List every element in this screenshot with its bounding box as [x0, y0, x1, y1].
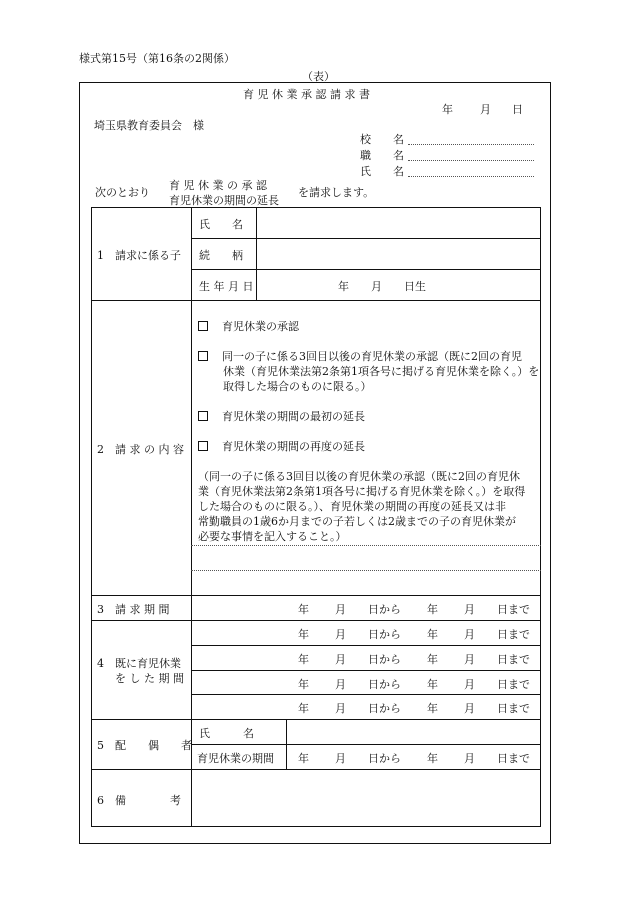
period-text: 月 [464, 628, 475, 641]
instruction-note: 常勤職員の1歳6か月までの子若しくは2歳までの子の育児休業が [198, 515, 516, 528]
period-text: 日まで [497, 702, 530, 715]
period-text: 日から [368, 678, 401, 691]
section-divider [91, 769, 541, 770]
period-row[interactable] [298, 676, 530, 692]
section-divider [91, 595, 541, 596]
spouse-name-label: 氏 名 [199, 727, 254, 740]
request-option-extension: 育児休業の期間の延長 [169, 194, 279, 207]
option-approval-text: 育児休業の承認 [222, 320, 299, 333]
period-text: 日まで [497, 752, 530, 765]
section6-label: 6 備 考 [97, 794, 181, 807]
period-text: 月 [335, 702, 346, 715]
period-text: 日から [368, 628, 401, 641]
row-divider [191, 269, 541, 270]
position-label: 職 名 [360, 149, 404, 162]
option-third-approval[interactable] [198, 348, 522, 364]
period-text: 年 [298, 678, 309, 691]
position-field[interactable] [408, 160, 534, 161]
option-first-extension-text: 育児休業の期間の最初の延長 [222, 410, 365, 423]
child-relation-label: 続 柄 [199, 249, 243, 262]
child-birth-value: 年 月 日生 [338, 280, 426, 293]
period-text: 年 [298, 653, 309, 666]
period-text: 日まで [497, 603, 530, 616]
period-text: 年 [427, 702, 438, 715]
section2-label: 2 請 求 の 内 容 [97, 443, 184, 456]
section4-label: 4 既に育児休業 [97, 657, 181, 670]
period-text: 年 [427, 628, 438, 641]
period-text: 年 [298, 702, 309, 715]
period-text: 年 [427, 653, 438, 666]
option-third-approval-text: 休業（育児休業法第2条第1項各号に掲げる育児休業を除く。）を [223, 365, 540, 378]
addressee: 埼玉県教育委員会 様 [94, 119, 204, 132]
option-third-approval-text: 同一の子に係る3回目以後の育児休業の承認（既に2回の育児 [222, 350, 522, 363]
section-divider [91, 719, 541, 720]
section-divider [91, 620, 541, 621]
checkbox[interactable] [198, 411, 208, 421]
row-divider [191, 744, 541, 745]
reason-line-2[interactable] [191, 570, 541, 571]
instruction-note: （同一の子に係る3回目以後の育児休業の承認（既に2回の育児休 [198, 470, 520, 483]
school-name-label: 校 名 [360, 133, 404, 146]
option-first-extension[interactable] [198, 408, 365, 424]
row-divider [191, 694, 541, 695]
period-text: 年 [427, 678, 438, 691]
period-text: 日から [368, 702, 401, 715]
row-divider [191, 670, 541, 671]
period-text: 年 [427, 752, 438, 765]
section3-label: 3 請 求 期 間 [97, 603, 170, 616]
section1-label: 1 請求に係る子 [97, 249, 181, 262]
request-option-approval: 育 児 休 業 の 承 認 [169, 179, 267, 192]
period-text: 年 [298, 628, 309, 641]
period-row[interactable] [298, 750, 530, 766]
period-row[interactable] [298, 700, 530, 716]
period-text: 月 [335, 603, 346, 616]
period-text: 年 [427, 603, 438, 616]
period-text: 月 [335, 628, 346, 641]
period-text: 月 [335, 678, 346, 691]
section5-label: 5 配 偶 者 [97, 739, 192, 752]
period-text: 日まで [497, 678, 530, 691]
instruction-note: した場合のものに限る。）、育児休業の期間の再度の延長又は非 [198, 500, 506, 513]
date-year: 年 [442, 103, 453, 116]
applicant-name-field[interactable] [408, 176, 534, 177]
period-text: 日から [368, 752, 401, 765]
request-prefix: 次のとおり [95, 186, 150, 199]
option-third-approval-text: 取得した場合のものに限る。） [223, 380, 372, 393]
date-day: 日 [512, 103, 523, 116]
period-text: 月 [464, 702, 475, 715]
period-text: 月 [464, 653, 475, 666]
school-name-field[interactable] [408, 144, 534, 145]
row-divider [191, 238, 541, 239]
option-approval[interactable] [198, 318, 299, 334]
row-divider [191, 645, 541, 646]
period-row[interactable] [298, 601, 530, 617]
date-month: 月 [480, 103, 491, 116]
reason-line-1[interactable] [191, 545, 541, 546]
period-text: 日から [368, 653, 401, 666]
period-text: 月 [335, 752, 346, 765]
period-text: 月 [464, 752, 475, 765]
option-second-extension[interactable] [198, 438, 365, 454]
child-name-label: 氏 名 [199, 218, 243, 231]
period-text: 月 [464, 603, 475, 616]
checkbox[interactable] [198, 321, 208, 331]
section4-label-2: を し た 期 間 [115, 672, 184, 685]
request-suffix: を請求します。 [298, 186, 375, 199]
section-divider [91, 300, 541, 301]
form-title: 育 児 休 業 承 認 請 求 書 [243, 88, 370, 101]
instruction-note: 必要な事情を記入すること。） [198, 530, 347, 543]
form-id: 様式第15号（第16条の2関係） [79, 52, 235, 65]
period-row[interactable] [298, 651, 530, 667]
spouse-period-label: 育児休業の期間 [197, 752, 274, 765]
period-text: 日まで [497, 628, 530, 641]
period-text: 月 [464, 678, 475, 691]
child-birth-label: 生 年 月 日 [199, 280, 254, 293]
period-text: 年 [298, 752, 309, 765]
checkbox[interactable] [198, 351, 208, 361]
option-second-extension-text: 育児休業の期間の再度の延長 [222, 440, 365, 453]
instruction-note: 業（育児休業法第2条第1項各号に掲げる育児休業を除く。）を取得 [198, 485, 526, 498]
period-text: 日から [368, 603, 401, 616]
period-text: 日まで [497, 653, 530, 666]
applicant-name-label: 氏 名 [360, 165, 404, 178]
child-subcolumn-divider [256, 207, 257, 300]
period-text: 年 [298, 603, 309, 616]
checkbox[interactable] [198, 441, 208, 451]
period-row[interactable] [298, 626, 530, 642]
period-text: 月 [335, 653, 346, 666]
page-label: （表） [302, 70, 335, 83]
